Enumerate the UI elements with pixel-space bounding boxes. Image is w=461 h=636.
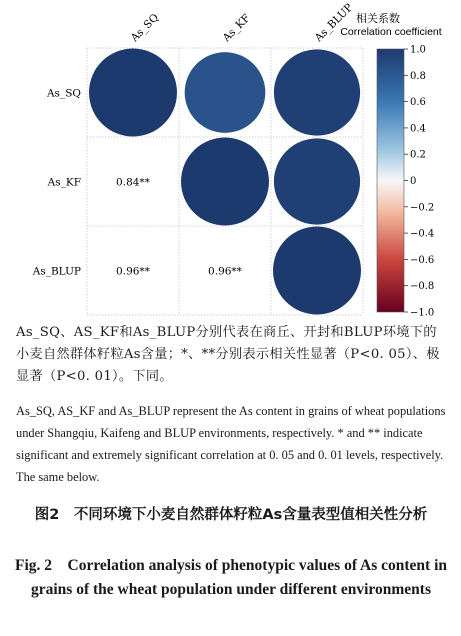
- colorbar-title-en: Correlation coefficient: [340, 26, 442, 38]
- colorbar-tick-label: 0.4: [410, 123, 426, 135]
- correlation-circle: [273, 227, 361, 315]
- colorbar: [377, 49, 404, 312]
- figure-title-zh: 图2 不同环境下小麦自然群体籽粒As含量表型值相关性分析: [34, 507, 428, 523]
- figure-title-en: Fig. 2 Correlation analysis of phenotypic values of As content in grains of the wheat population under different environments: [14, 557, 447, 598]
- correlation-circle: [274, 138, 360, 224]
- correlation-circle: [274, 49, 360, 135]
- caption-zh: As_SQ、AS_KF和As_BLUP分别代表在商丘、开封和BLUP环境下的小麦自然群体籽粒As含量；*、**分别表示相关性显著（P<0. 05）、极显著（P<0. 01）。下同。: [16, 325, 440, 384]
- colorbar-tick-label: 0.2: [410, 149, 426, 161]
- colorbar-tick-label: 1.0: [410, 44, 426, 56]
- column-label: As_SQ: [128, 11, 162, 45]
- colorbar-tick-label: −1.0: [410, 307, 435, 319]
- colorbar-tick-label: 0.8: [410, 70, 426, 82]
- row-label: As_BLUP: [32, 265, 81, 278]
- row-label: As_SQ: [46, 87, 81, 100]
- correlation-circle: [185, 52, 266, 133]
- correlation-circle: [181, 138, 269, 226]
- caption-en: As_SQ, AS_KF and As_BLUP represent the As content in grains of wheat populations under Shangqiu, Kaifeng and BLUP environments, respectively. * and ** indicate significant and extremely significant correlation at 0. 05 and 0. 01 levels, respectively. The same below.: [16, 404, 446, 484]
- colorbar-tick-label: 0.6: [410, 97, 426, 109]
- colorbar-tick-label: −0.4: [410, 228, 435, 240]
- correlation-value-label: 0.96**: [116, 265, 150, 278]
- colorbar-tick-label: −0.8: [410, 281, 435, 293]
- row-label: As_KF: [47, 176, 81, 189]
- colorbar-tick-label: −0.2: [410, 202, 435, 214]
- column-label: As_BLUP: [312, 1, 356, 45]
- colorbar-title-zh: 相关系数: [356, 12, 400, 25]
- correlation-circle: [89, 49, 177, 137]
- correlation-value-label: 0.84**: [116, 176, 150, 189]
- colorbar-tick-label: −0.6: [410, 254, 435, 266]
- column-label: As_KF: [220, 12, 253, 45]
- colorbar-tick-label: 0: [410, 176, 417, 187]
- correlation-value-label: 0.96**: [208, 265, 242, 278]
